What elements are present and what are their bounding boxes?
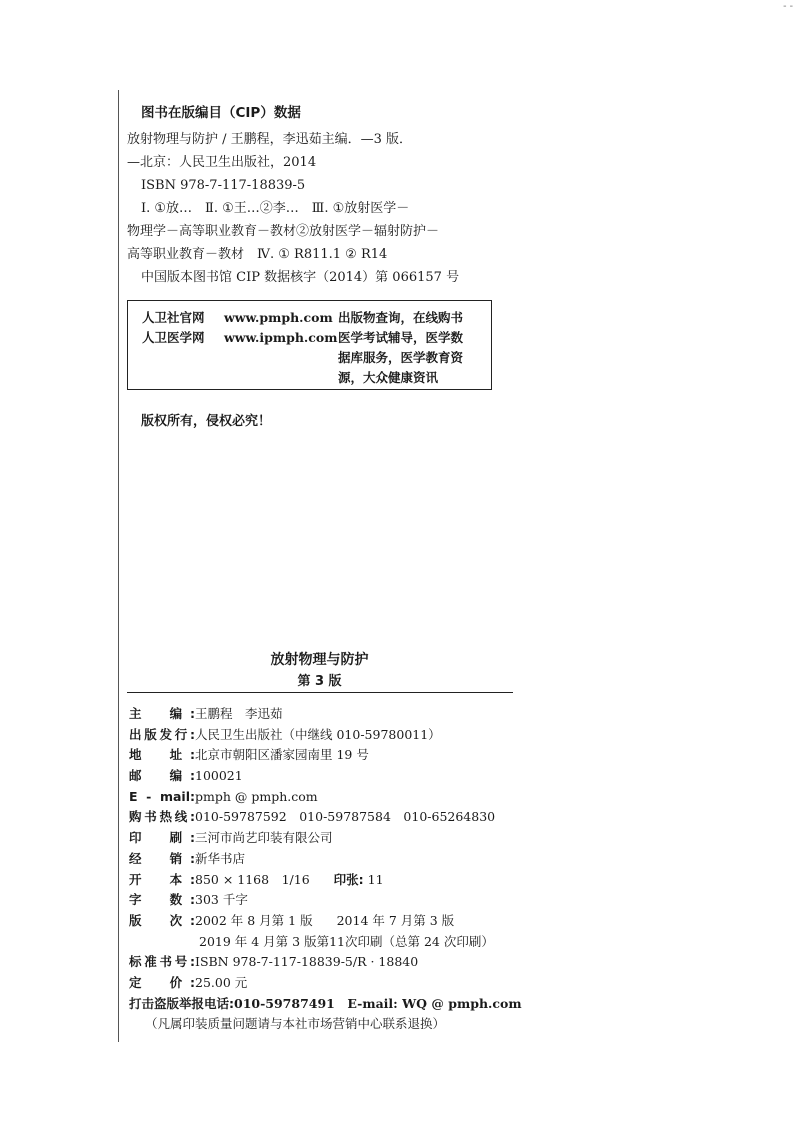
site-name: 人卫医学网 — [142, 330, 205, 345]
info-row-hotline — [129, 807, 522, 828]
cip-line: Ⅰ. ①放… Ⅱ. ①王…②李… Ⅲ. ①放射医学－ — [141, 201, 410, 216]
book-edition: 第 3 版 — [297, 674, 342, 689]
info-value: 人民卫生出版社（中继线 010-59780011） — [195, 726, 441, 742]
info-value[interactable]: pmph @ pmph.com — [195, 788, 318, 804]
info-row-editions — [129, 911, 522, 932]
info-row-distributor — [129, 849, 522, 870]
info-value: 2019 年 4 月第 3 版第11次印刷（总第 24 次印刷） — [199, 933, 494, 949]
site-url[interactable]: www.pmph.com — [224, 310, 333, 325]
service-line: 源，大众健康资讯 — [338, 370, 439, 385]
corner-mark: - - — [783, 1, 793, 12]
info-label: E - mail: — [129, 788, 195, 804]
service-line: 据库服务，医学教育资 — [338, 350, 464, 365]
cip-line: 物理学－高等职业教育－教材②放射医学－辐射防护－ — [127, 224, 440, 239]
info-value: 三河市尚艺印装有限公司 — [195, 830, 333, 846]
info-value: 010-59787491 — [234, 995, 335, 1011]
book-title: 放射物理与防护 — [270, 652, 369, 668]
publication-info — [129, 704, 522, 1035]
info-value: 100021 — [195, 768, 243, 784]
cip-title: 图书在版编目（CIP）数据 — [141, 105, 301, 121]
info-row-isbn — [129, 952, 522, 973]
info-label: 主 编: — [129, 706, 195, 721]
info-label: 版 次: — [129, 912, 195, 928]
info-value: 新华书店 — [195, 850, 246, 866]
info-row-price — [129, 973, 522, 994]
info-label: 邮 编: — [129, 768, 195, 784]
info-value: 303 千字 — [195, 892, 248, 908]
info-value: 2014 年 7 月第 3 版 — [336, 912, 455, 928]
cip-line: 高等职业教育－教材 Ⅳ. ① R811.1 ② R14 — [127, 247, 388, 262]
site-url[interactable]: www.ipmph.com — [224, 330, 338, 345]
info-value[interactable]: E-mail: WQ @ pmph.com — [347, 995, 522, 1011]
service-list — [338, 308, 463, 388]
info-value: 11 — [367, 871, 384, 887]
service-line: 出版物查询，在线购书 — [338, 310, 464, 325]
site-name: 人卫社官网 — [142, 310, 205, 325]
info-value: 2002 年 8 月第 1 版 — [195, 912, 313, 928]
info-row-email — [129, 787, 522, 808]
info-label: 定 价: — [129, 974, 195, 990]
info-label: 标准书号: — [129, 954, 195, 970]
info-row-format — [129, 870, 522, 891]
info-label: 经 销: — [129, 850, 195, 866]
info-value: 北京市朝阳区潘家园南里 19 号 — [195, 747, 369, 763]
site-urls — [224, 308, 337, 348]
cip-line: ISBN 978-7-117-18839-5 — [141, 178, 306, 193]
quality-note: （凡属印装质量问题请与本社市场营销中心联系退换） — [145, 1016, 446, 1032]
info-label: 出版发行: — [129, 726, 195, 742]
info-row-publisher — [129, 725, 522, 746]
service-line: 医学考试辅导，医学数 — [338, 330, 464, 345]
info-label: 印张: — [333, 871, 364, 887]
cip-line: —北京：人民卫生出版社，2014 — [127, 155, 317, 170]
divider — [127, 692, 513, 693]
info-row-piracy — [129, 994, 522, 1015]
info-value: 王鹏程 李迅茹 — [195, 706, 283, 721]
info-label: 地 址: — [129, 747, 195, 763]
info-value: 850 × 1168 1/16 — [195, 871, 310, 887]
info-row-editor — [129, 704, 522, 725]
binding-margin-line — [118, 90, 119, 1042]
online-services-box — [127, 300, 492, 390]
cip-line: 中国版本图书馆 CIP 数据核字（2014）第 066157 号 — [141, 270, 460, 285]
info-row-address — [129, 745, 522, 766]
info-value: 010-59787592 010-59787584 010-65264830 — [195, 809, 496, 825]
info-row-printer — [129, 828, 522, 849]
info-label: 印 刷: — [129, 830, 195, 846]
info-label: 购书热线: — [129, 809, 195, 825]
info-value: 25.00 元 — [195, 974, 248, 990]
info-row-printing — [129, 932, 522, 953]
info-label: 打击盗版举报电话: — [129, 995, 234, 1011]
info-row-words — [129, 890, 522, 911]
cip-line: 放射物理与防护 / 王鹏程，李迅茹主编．—3 版． — [127, 132, 413, 147]
site-names — [142, 308, 205, 348]
rights-notice: 版权所有，侵权必究！ — [141, 414, 272, 429]
info-value: ISBN 978-7-117-18839-5/R · 18840 — [195, 954, 419, 970]
info-label: 字 数: — [129, 892, 195, 908]
info-row-postcode — [129, 766, 522, 787]
info-label: 开 本: — [129, 871, 195, 887]
info-row-note — [129, 1014, 522, 1035]
cip-block — [127, 128, 487, 289]
